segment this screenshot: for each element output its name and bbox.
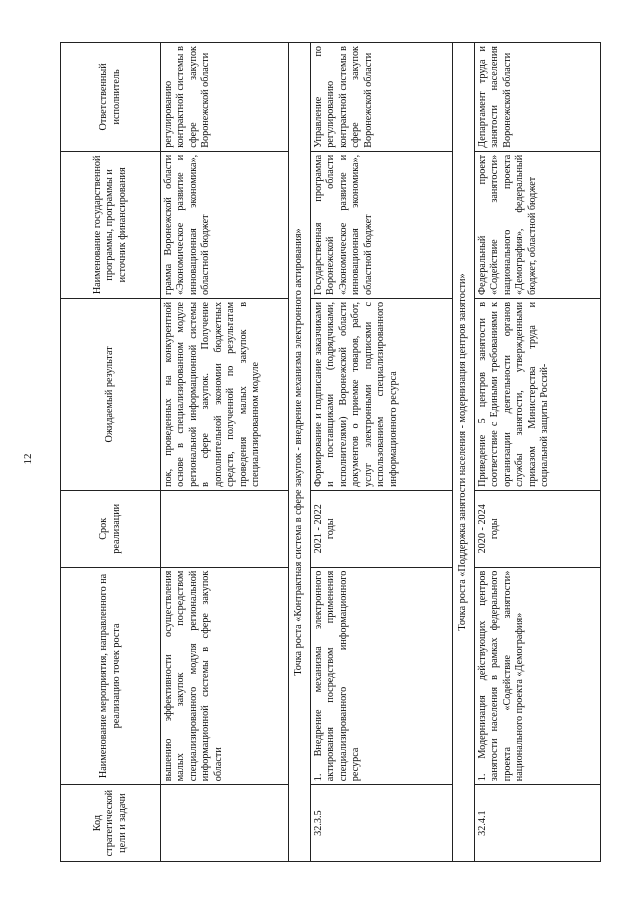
cell-term: 2021 - 2022 годы [311,490,453,567]
header-measure: Наименование мероприятия, направленного на реализацию точек роста [61,567,161,785]
cell-result: Приведение 5 центров занятости в соответствие с Едиными требованиями к организации деятельности органов службы занятости, утвержденными приказом Министерства труда и социальной защиты Россий- [475,298,601,490]
cell-executor: регулированию контрактной системы в сфере закупок Воронежской области [161,43,289,152]
header-row [61,43,161,862]
cell-result: пок, проведенных на конкурентной основе в специализированном модуле региональной информационной системы в сфере закупок. Получение дополнительной экономии бюджетных средств, полученной по результатам проведения малых закупок в специализированном модуле [161,298,289,490]
cell-measure: 1. Модернизация действующих центров занятости населения в рамках федерального проекта «Содействие занятости» национального проекта «Демография» [475,567,601,785]
table-row [475,43,601,862]
cell-program: Федеральный проект «Содействие занятости» национального проекта «Демография», федеральный бюджет, областной бюджет [475,151,601,298]
cell-executor: Управление по регулированию контрактной системы в сфере закупок Воронежской области [311,43,453,152]
cell-term [161,490,289,567]
page-number: 12 [22,453,34,465]
cell-code [161,785,289,862]
measures-table [60,42,601,862]
table-row [311,43,453,862]
cell-measure: 1. Внедрение механизма электронного актирования посредством применения специализированного информационного ресурса [311,567,453,785]
section-title: Точка роста «Поддержка занятости населения - модернизация центров занятости» [453,43,475,862]
section-row [453,43,475,862]
table-row [161,43,289,862]
header-term: Срок реализации [61,490,161,567]
section-title: Точка роста «Контрактная система в сфере закупок - внедрение механизма электронного актирования» [289,43,311,862]
header-program: Наименование государственной программы, программы и источник финансирования [61,151,161,298]
header-result: Ожидаемый результат [61,298,161,490]
rotated-table-wrapper [60,42,640,857]
cell-code: 32.3.5 [311,785,453,862]
header-executor: Ответственный исполнитель [61,43,161,152]
section-row [289,43,311,862]
cell-code: 32.4.1 [475,785,601,862]
cell-program: Государственная программа Воронежской области «Экономическое развитие и инновационная экономика», областной бюджет [311,151,453,298]
cell-measure: вышению эффективности осуществления малых закупок посредством специализированного модуля региональной информационной системы в сфере закупок области [161,567,289,785]
cell-executor: Департамент труда и занятости населения Воронежской области [475,43,601,152]
cell-term: 2020 - 2024 годы [475,490,601,567]
header-code: Код стратегической цели и задачи [61,785,161,862]
cell-result: Формирование и подписание заказчиками и поставщиками (подрядчиками, исполнителями) Воронежской области документов о приемке товаров, работ, услуг электронными подписями с использованием специализированного информационного ресурса [311,298,453,490]
cell-program: грамма Воронежской области «Экономическое развитие и инновационная экономика», областной бюджет [161,151,289,298]
